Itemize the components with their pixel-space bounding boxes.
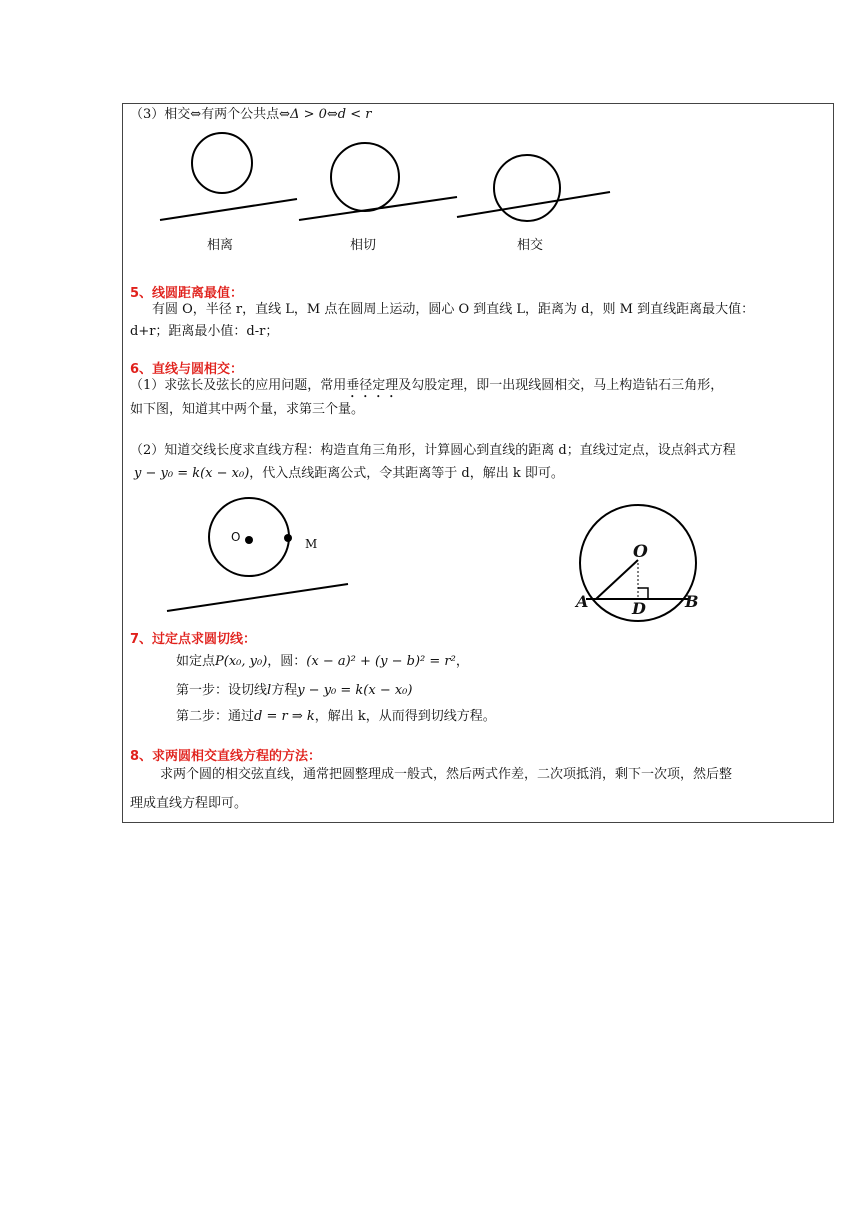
s7-l1-a: 如定点	[176, 654, 216, 669]
section6-p2-line1: （2）知道交线长度求直线方程：构造直角三角形，计算圆心到直线的距离 d；直线过定点，设点斜式方程	[130, 443, 736, 458]
relation-cond2: d < r	[337, 107, 372, 122]
right-angle-mark	[638, 588, 648, 599]
section5-line1: 有圆 O，半径 r，直线 L，M 点在圆周上运动，圆心 O 到直线 L，距离为 d，则 M 到直线距离最大值：	[152, 302, 755, 317]
s7-point: P(x₀, y₀)	[215, 654, 268, 669]
s7-l-symbol: l	[267, 683, 272, 698]
om-label-m: M	[305, 537, 318, 551]
section6-heading: 6、直线与圆相交：	[130, 362, 244, 377]
om-label-o: O	[231, 530, 241, 544]
p1-text-b: 及勾股定理，即一出现线圆相交，马上构造钻石三角形，	[398, 378, 724, 393]
section6-p1-line2: 如下图，知道其中两个量，求第三个量。	[130, 402, 365, 417]
section7-line3	[176, 706, 496, 728]
s7-circle-eq: (x − a)² + (y − b)² = r²	[306, 654, 456, 669]
section8-heading: 8、求两圆相交直线方程的方法：	[130, 749, 322, 764]
chord-label-o: O	[633, 542, 648, 562]
p1-emphasis: 垂径定理	[346, 378, 399, 393]
p1-text-a: （1）求弦长及弦长的应用问题，常用	[130, 378, 347, 393]
section7-line2	[176, 680, 412, 702]
section5-line2: d+r；距离最小值：d-r；	[130, 324, 279, 339]
section8-line1: 求两个圆的相交弦直线，通常把圆整理成一般式，然后两式作差，二次项抵消，剩下一次项，然后整	[160, 767, 733, 782]
relation-prefix: （3）相交⇔有两个公共点⇔	[130, 107, 291, 122]
caption-separate: 相离	[207, 238, 234, 253]
s7-l1-c: ，	[455, 654, 469, 669]
relation-arrow: ⇔	[326, 107, 338, 122]
caption-tangent: 相切	[350, 238, 377, 253]
s7-l2-a: 第一步：设切线	[176, 683, 268, 698]
section8-line2: 理成直线方程即可。	[130, 796, 248, 811]
radius-oa	[596, 560, 638, 599]
section5-heading: 5、线圆距离最值：	[130, 286, 244, 301]
s7-l1-b: ，圆：	[267, 654, 307, 669]
s7-tangent-eq: y − y₀ = k(x − x₀)	[297, 683, 413, 698]
chord-label-b: B	[685, 592, 699, 611]
p2-rest: ，代入点线距离公式，令其距离等于 d，解出 k 即可。	[249, 466, 564, 481]
s7-l3-a: 第二步：通过	[176, 709, 255, 724]
relation-cond1: Δ > 0	[290, 107, 327, 122]
chord-label-a: A	[576, 592, 589, 611]
p2-formula: y − y₀ = k(x − x₀)	[134, 466, 250, 481]
chord-label-d: D	[632, 599, 646, 618]
section7-heading: 7、过定点求圆切线：	[130, 632, 257, 647]
section7-line1	[176, 651, 469, 673]
s7-l3-b: ，解出 k，从而得到切线方程。	[314, 709, 496, 724]
s7-l2-b: 方程	[271, 683, 298, 698]
s7-dr-eq: d = r ⇒ k	[254, 709, 315, 724]
caption-intersect: 相交	[517, 238, 544, 253]
